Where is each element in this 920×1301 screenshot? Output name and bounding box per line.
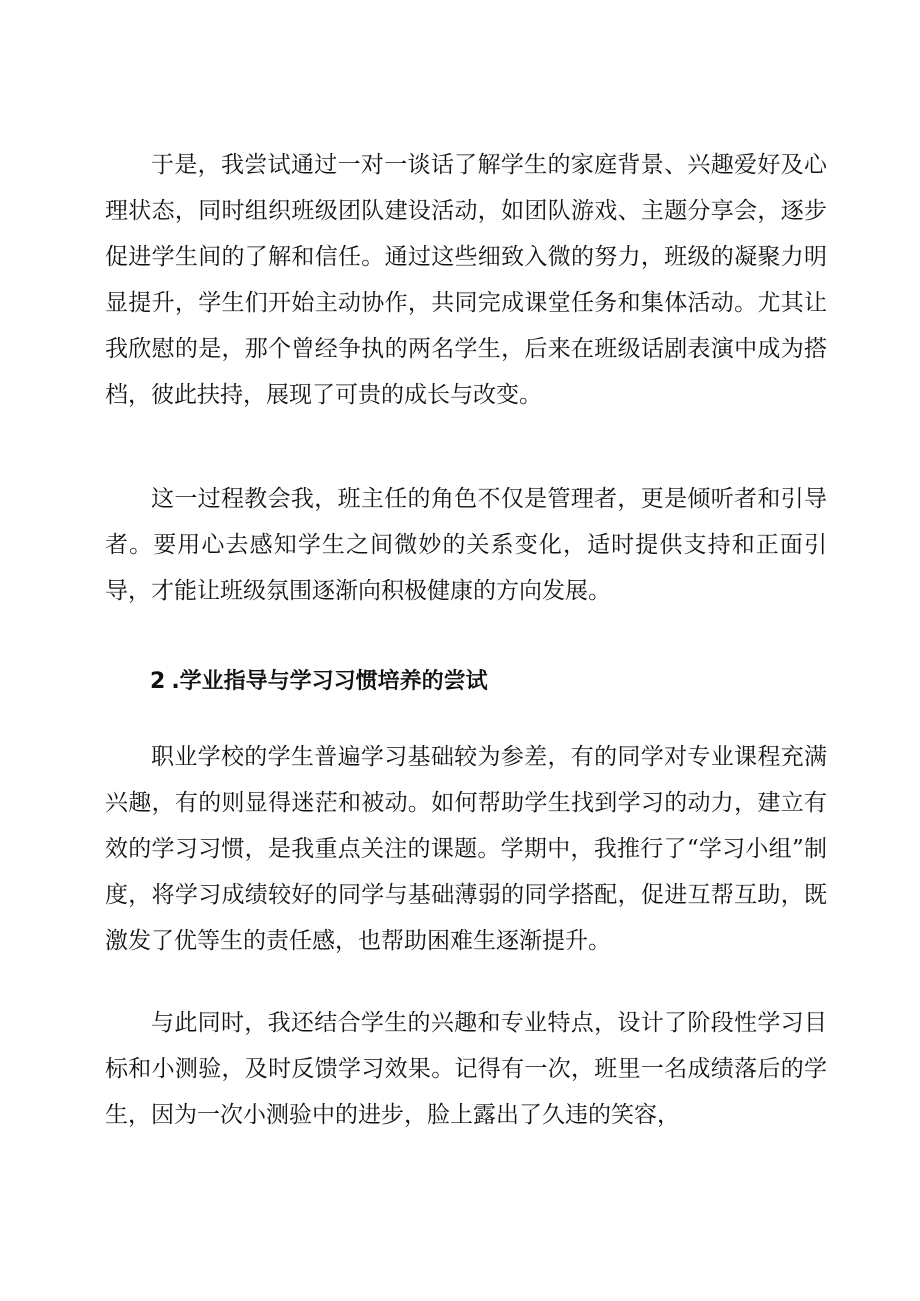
section-number: 2: [150, 669, 166, 694]
section-title: .学业指导与学习习惯培养的尝试: [171, 669, 488, 694]
paragraph-role-reflection: 这一过程教会我，班主任的角色不仅是管理者，更是倾听者和引导者。要用心去感知学生之间微妙的关系变化，适时提供支持和正面引导，才能让班级氛围逐渐向积极健康的方向发展。: [105, 486, 827, 604]
paragraph-team-building: 于是，我尝试通过一对一谈话了解学生的家庭背景、兴趣爱好及心理状态，同时组织班级团队建设活动，如团队游戏、主题分享会，逐步促进学生间的了解和信任。通过这些细致入微的努力，班级的凝聚力明显提升，学生们开始主动协作，共同完成课堂任务和集体活动。尤其让我欣慰的是，那个曾经争执的两名学生，后来在班级话剧表演中成为搭档，彼此扶持，展现了可贵的成长与改变。: [105, 152, 827, 408]
paragraph-stage-goals: 与此同时，我还结合学生的兴趣和专业特点，设计了阶段性学习目标和小测验，及时反馈学习效果。记得有一次，班里一名成绩落后的学生，因为一次小测验中的进步，脸上露出了久违的笑容，: [105, 1010, 827, 1128]
paragraph-study-groups: 职业学校的学生普遍学习基础较为参差，有的同学对专业课程充满兴趣，有的则显得迷茫和被动。如何帮助学生找到学习的动力，建立有效的学习习惯，是我重点关注的课题。学期中，我推行了“学习小组”制度，将学习成绩较好的同学与基础薄弱的同学搭配，促进互帮互助，既激发了优等生的责任感，也帮助困难生逐渐提升。: [105, 744, 827, 954]
section-heading: [150, 662, 800, 702]
